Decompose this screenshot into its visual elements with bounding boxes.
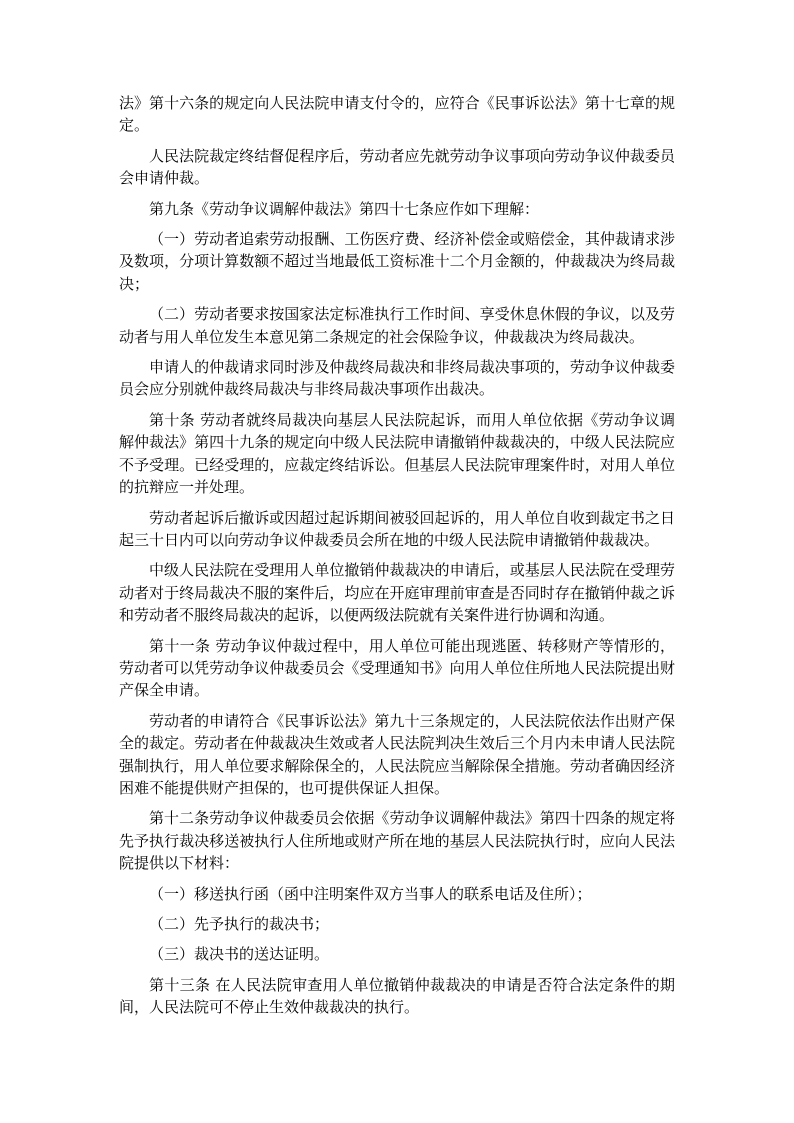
article-11: 第十一条 劳动争议仲裁过程中，用人单位可能出现逃匿、转移财产等情形的，劳动者可以凭劳动争议仲裁委员会《受理通知书》向用人单位住所地人民法院提出财产保全申请。 [119, 636, 675, 700]
list-item-2: （二）劳动者要求按国家法定标准执行工作时间、享受休息休假的争议，以及劳动者与用人单位发生本意见第二条规定的社会保险争议，仲裁裁决为终局裁决。 [119, 305, 675, 346]
list-item-1: （一）劳动者追索劳动报酬、工伤医疗费、经济补偿金或赔偿金，其仲裁请求涉及数项，分项计算数额不超过当地最低工资标准十二个月金额的，仲裁裁决为终局裁决； [119, 230, 675, 293]
article-10: 第十条 劳动者就终局裁决向基层人民法院起诉，而用人单位依据《劳动争议调解仲裁法》第四十九条的规定向中级人民法院申请撤销仲裁裁决的，中级人民法院应不予受理。已经受理的，应裁定终结诉讼。但基层人民法院审理案件时，对用人单位的抗辩应一并处理。 [119, 410, 675, 497]
material-item-2: （二）先予执行的裁决书； [149, 915, 330, 933]
paragraph-continuation: 法》第十六条的规定向人民法院申请支付令的，应符合《民事诉讼法》第十七章的规定。 [119, 94, 675, 135]
article-13: 第十三条 在人民法院审查用人单位撤销仲裁裁决的申请是否符合法定条件的期间，人民法院可不停止生效仲裁裁决的执行。 [119, 975, 675, 1017]
material-item-3: （三）裁决书的送达证明。 [149, 945, 330, 964]
material-item-1: （一）移送执行函（函中注明案件双方当事人的联系电话及住所）； [149, 884, 592, 903]
paragraph: 申请人的仲裁请求同时涉及仲裁终局裁决和非终局裁决事项的，劳动争议仲裁委员会应分别就仲裁终局裁决与非终局裁决事项作出裁决。 [119, 358, 675, 399]
paragraph: 人民法院裁定终结督促程序后，劳动者应先就劳动争议事项向劳动争议仲裁委员会申请仲裁。 [119, 146, 675, 188]
document-body [119, 92, 675, 1027]
article-9-heading: 第九条《劳动争议调解仲裁法》第四十七条应作如下理解： [149, 199, 540, 218]
article-12: 第十二条劳动争议仲裁委员会依据《劳动争议调解仲裁法》第四十四条的规定将先予执行裁决移送被执行人住所地或财产所在地的基层人民法院执行时，应向人民法院提供以下材料： [119, 809, 675, 873]
paragraph: 劳动者的申请符合《民事诉讼法》第九十三条规定的，人民法院依法作出财产保全的裁定。劳动者在仲裁裁决生效或者人民法院判决生效后三个月内未申请人民法院强制执行，用人单位要求解除保全的，人民法院应当解除保全措施。劳动者确因经济困难不能提供财产担保的，也可提供保证人担保。 [119, 711, 675, 797]
paragraph: 劳动者起诉后撤诉或因超过起诉期间被驳回起诉的，用人单位自收到裁定书之日起三十日内可以向劳动争议仲裁委员会所在地的中级人民法院申请撤销仲裁裁决。 [119, 508, 675, 549]
paragraph: 中级人民法院在受理用人单位撤销仲裁裁决的申请后，或基层人民法院在受理劳动者对于终局裁决不服的案件后，均应在开庭审理前审查是否同时存在撤销仲裁之诉和劳动者不服终局裁决的起诉，以便两级法院就有关案件进行协调和沟通。 [119, 561, 675, 625]
